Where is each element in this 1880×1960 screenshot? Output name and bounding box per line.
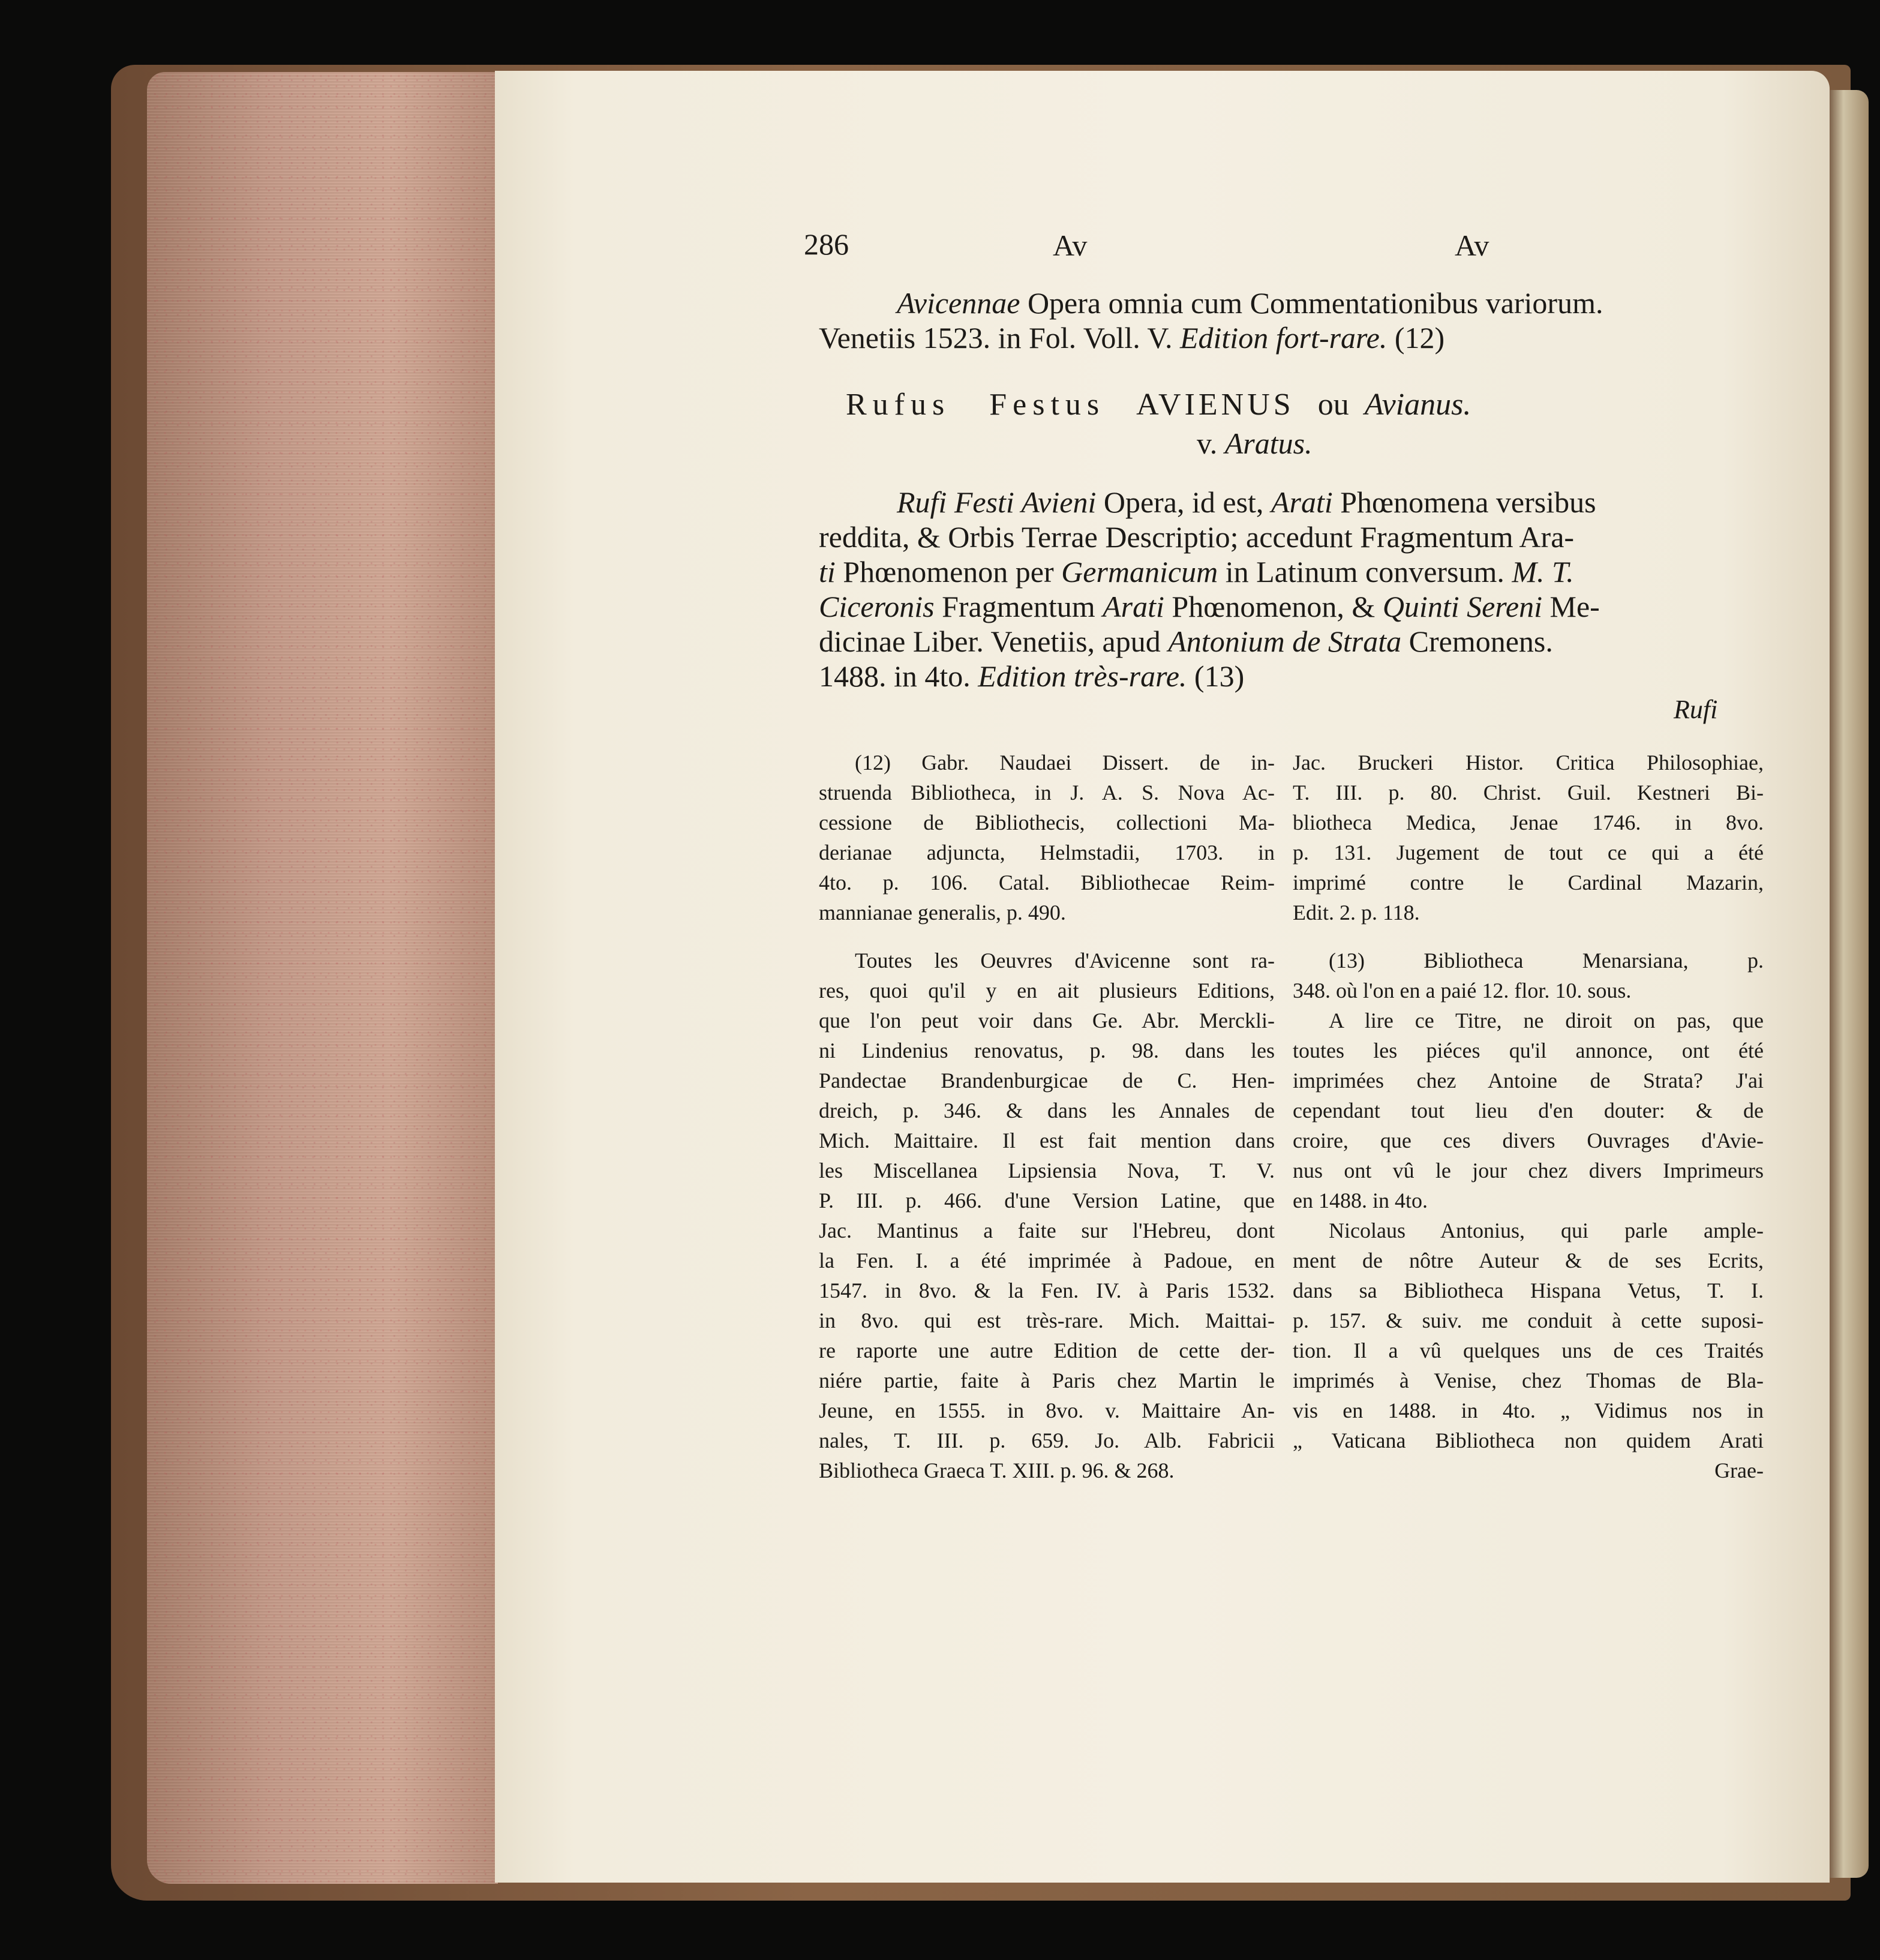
footnote-line: Pandectae Brandenburgicae de C. Hen- [819,1068,1275,1092]
footnote-line: 4to. p. 106. Catal. Bibliothecae Reim- [819,871,1275,895]
footnote-line: bliotheca Medica, Jenae 1746. in 8vo. [1293,811,1764,835]
entry-avicenna-line-2: Venetiis 1523. in Fol. Voll. V. Edition fort-rare. (12) [819,321,1445,355]
heading-see-also: v. Aratus. [1197,427,1313,460]
heading-avienus: Rufus Festus AVIENUS ou Avianus. [846,388,1471,422]
footnote-line: la Fen. I. a été imprimée à Padoue, en [819,1248,1275,1272]
running-head-left: Av [1053,229,1088,262]
footnote-line: toutes les piéces qu'il annonce, ont été [1293,1038,1764,1062]
footnote-line: dreich, p. 346. & dans les Annales de [819,1098,1275,1122]
entry-avienus-line-2: reddita, & Orbis Terrae Descriptio; accedunt Fragmentum Ara- [819,520,1575,554]
footnote-line: en 1488. in 4to. [1293,1188,1428,1212]
footnote-line: A lire ce Titre, ne diroit on pas, que [1329,1008,1764,1032]
footnote-line: derianae adjuncta, Helmstadii, 1703. in [819,841,1275,865]
footnote-line: Jeune, en 1555. in 8vo. v. Maittaire An- [819,1398,1275,1422]
footnote-line: Bibliotheca Graeca T. XIII. p. 96. & 268. [819,1458,1175,1482]
footnote-line: 348. où l'on en a paié 12. flor. 10. sous. [1293,979,1632,1002]
footnote-line: res, quoi qu'il y en ait plusieurs Editions, [819,979,1275,1002]
footnote-line: mannianae generalis, p. 490. [819,901,1066,925]
footnote-line: niére partie, faite à Paris chez Martin le [819,1368,1275,1392]
footnote-line: 1547. in 8vo. & la Fen. IV. à Paris 1532. [819,1278,1275,1302]
footnote-line: les Miscellanea Lipsiensia Nova, T. V. [819,1158,1275,1182]
footnote-line: „ Vaticana Bibliotheca non quidem Arati [1293,1428,1764,1452]
footnote-line: P. III. p. 466. d'une Version Latine, que [819,1188,1275,1212]
footnote-line: struenda Bibliotheca, in J. A. S. Nova Ac- [819,781,1275,805]
footnote-line: Nicolaus Antonius, qui parle ample- [1329,1218,1764,1242]
entry-avienus-line-5: dicinae Liber. Venetiis, apud Antonium de Strata Cremonens. [819,625,1553,658]
footnote-line: cependant tout lieu d'en douter: & de [1293,1098,1764,1122]
footnote-line: ni Lindenius renovatus, p. 98. dans les [819,1038,1275,1062]
footnote-line: que l'on peut voir dans Ge. Abr. Merckli- [819,1008,1275,1032]
footnote-line: re raporte une autre Edition de cette der- [819,1338,1275,1362]
page-number: 286 [804,227,849,261]
footnote-line: Grae- [1714,1458,1764,1482]
entry-avienus-line-1: Rufi Festi Avieni Opera, id est, Arati Phœnomena versibus [897,485,1596,519]
facing-page-edge [1827,90,1869,1878]
footnote-line: Jac. Mantinus a faite sur l'Hebreu, dont [819,1218,1275,1242]
footnote-line: p. 157. & suiv. me conduit à cette suposi- [1293,1308,1764,1332]
footnote-line: (13) Bibliotheca Menarsiana, p. [1329,949,1764,973]
footnote-line: (12) Gabr. Naudaei Dissert. de in- [855,751,1275,775]
footnote-line: ment de nôtre Auteur & de ses Ecrits, [1293,1248,1764,1272]
footnote-line: croire, que ces divers Ouvrages d'Avie- [1293,1128,1764,1152]
footnote-line: tion. Il a vû quelques uns de ces Traités [1293,1338,1764,1362]
footnote-line: in 8vo. qui est très-rare. Mich. Maittai- [819,1308,1275,1332]
footnote-line: p. 131. Jugement de tout ce qui a été [1293,841,1764,865]
footnote-line: imprimées chez Antoine de Strata? J'ai [1293,1068,1764,1092]
entry-avienus-line-3: ti Phœnomenon per Germanicum in Latinum conversum. M. T. [819,555,1574,589]
footnote-line: T. III. p. 80. Christ. Guil. Kestneri Bi- [1293,781,1764,805]
entry-avienus-line-6: 1488. in 4to. Edition très-rare. (13) [819,659,1245,693]
page-edges [147,72,498,1884]
entry-avienus-line-4: Ciceronis Fragmentum Arati Phœnomenon, & Quinti Sereni Me- [819,590,1600,623]
footnote-line: Toutes les Oeuvres d'Avicenne sont ra- [855,949,1275,973]
footnote-line: nus ont vû le jour chez divers Imprimeurs [1293,1158,1764,1182]
footnote-line: nales, T. III. p. 659. Jo. Alb. Fabricii [819,1428,1275,1452]
footnote-line: dans sa Bibliotheca Hispana Vetus, T. I. [1293,1278,1764,1302]
footnote-line: vis en 1488. in 4to. „ Vidimus nos in [1293,1398,1764,1422]
footnote-line: Jac. Bruckeri Histor. Critica Philosophiae, [1293,751,1764,775]
footnote-line: imprimés à Venise, chez Thomas de Bla- [1293,1368,1764,1392]
entry-avicenna-line-1: Avicennae Opera omnia cum Commentationibus variorum. [897,286,1603,320]
catchword: Rufi [1674,695,1718,724]
footnote-line: Edit. 2. p. 118. [1293,901,1420,925]
book-page [495,71,1830,1883]
footnote-line: imprimé contre le Cardinal Mazarin, [1293,871,1764,895]
footnote-line: Mich. Maittaire. Il est fait mention dans [819,1128,1275,1152]
footnote-line: cessione de Bibliothecis, collectioni Ma- [819,811,1275,835]
running-head-right: Av [1455,229,1489,262]
